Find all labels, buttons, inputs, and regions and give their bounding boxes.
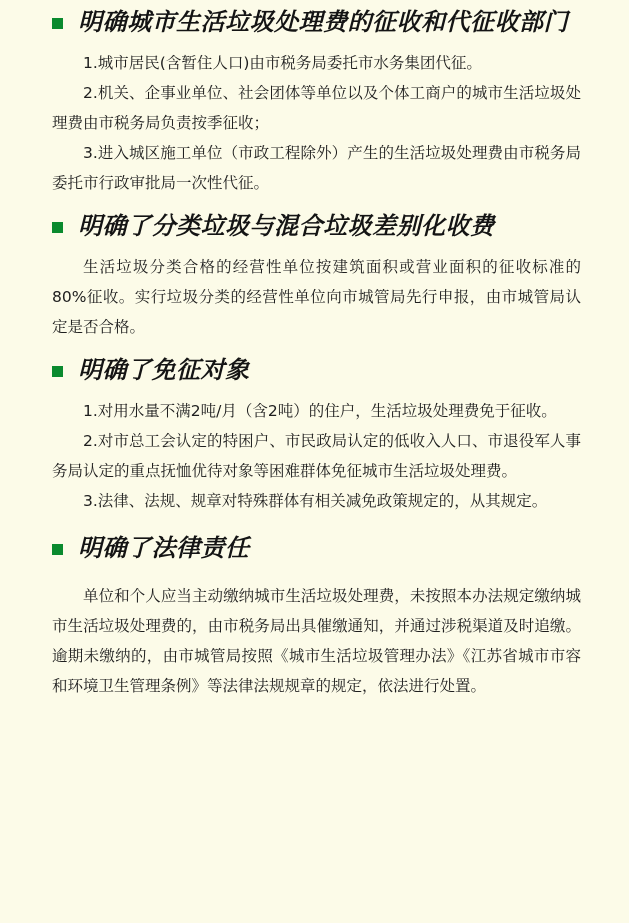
section-exemptions <box>52 354 581 516</box>
paragraph: 1.对用水量不满2吨/月（含2吨）的住户，生活垃圾处理费免于征收。 <box>83 402 557 420</box>
green-square-bullet-icon <box>52 18 63 29</box>
section-collection-departments <box>52 6 581 198</box>
paragraph: 3.进入城区施工单位（市政工程除外）产生的生活垃圾处理费由市税务局委托市行政审批局一次性代征。 <box>52 144 581 192</box>
paragraph: 2.机关、企事业单位、社会团体等单位以及个体工商户的城市生活垃圾处理费由市税务局负责按季征收； <box>52 84 581 132</box>
green-square-bullet-icon <box>52 222 63 233</box>
section-heading: 明确城市生活垃圾处理费的征收和代征收部门 <box>52 6 581 39</box>
section-heading: 明确了免征对象 <box>52 354 581 387</box>
section-differentiated-fees <box>52 210 581 342</box>
section-heading: 明确了法律责任 <box>52 532 581 565</box>
green-square-bullet-icon <box>52 544 63 555</box>
paragraph: 2.对市总工会认定的特困户、市民政局认定的低收入人口、市退役军人事务局认定的重点抚恤优待对象等困难群体免征城市生活垃圾处理费。 <box>52 432 581 480</box>
section-heading: 明确了分类垃圾与混合垃圾差别化收费 <box>52 210 581 243</box>
paragraph: 生活垃圾分类合格的经营性单位按建筑面积或营业面积的征收标准的80%征收。实行垃圾分类的经营性单位向市城管局先行申报，由市城管局认定是否合格。 <box>52 258 581 336</box>
green-square-bullet-icon <box>52 366 63 377</box>
paragraph: 1.城市居民(含暂住人口)由市税务局委托市水务集团代征。 <box>83 54 482 72</box>
paragraph: 单位和个人应当主动缴纳城市生活垃圾处理费，未按照本办法规定缴纳城市生活垃圾处理费的，由市税务局出具催缴通知，并通过涉税渠道及时追缴。逾期未缴纳的，由市城管局按照《城市生活垃圾管理办法》《江苏省城市市容和环境卫生管理条例》等法律法规规章的规定，依法进行处置。 <box>52 587 581 695</box>
section-legal-liability <box>52 532 581 701</box>
paragraph: 3.法律、法规、规章对特殊群体有相关减免政策规定的，从其规定。 <box>83 492 548 510</box>
